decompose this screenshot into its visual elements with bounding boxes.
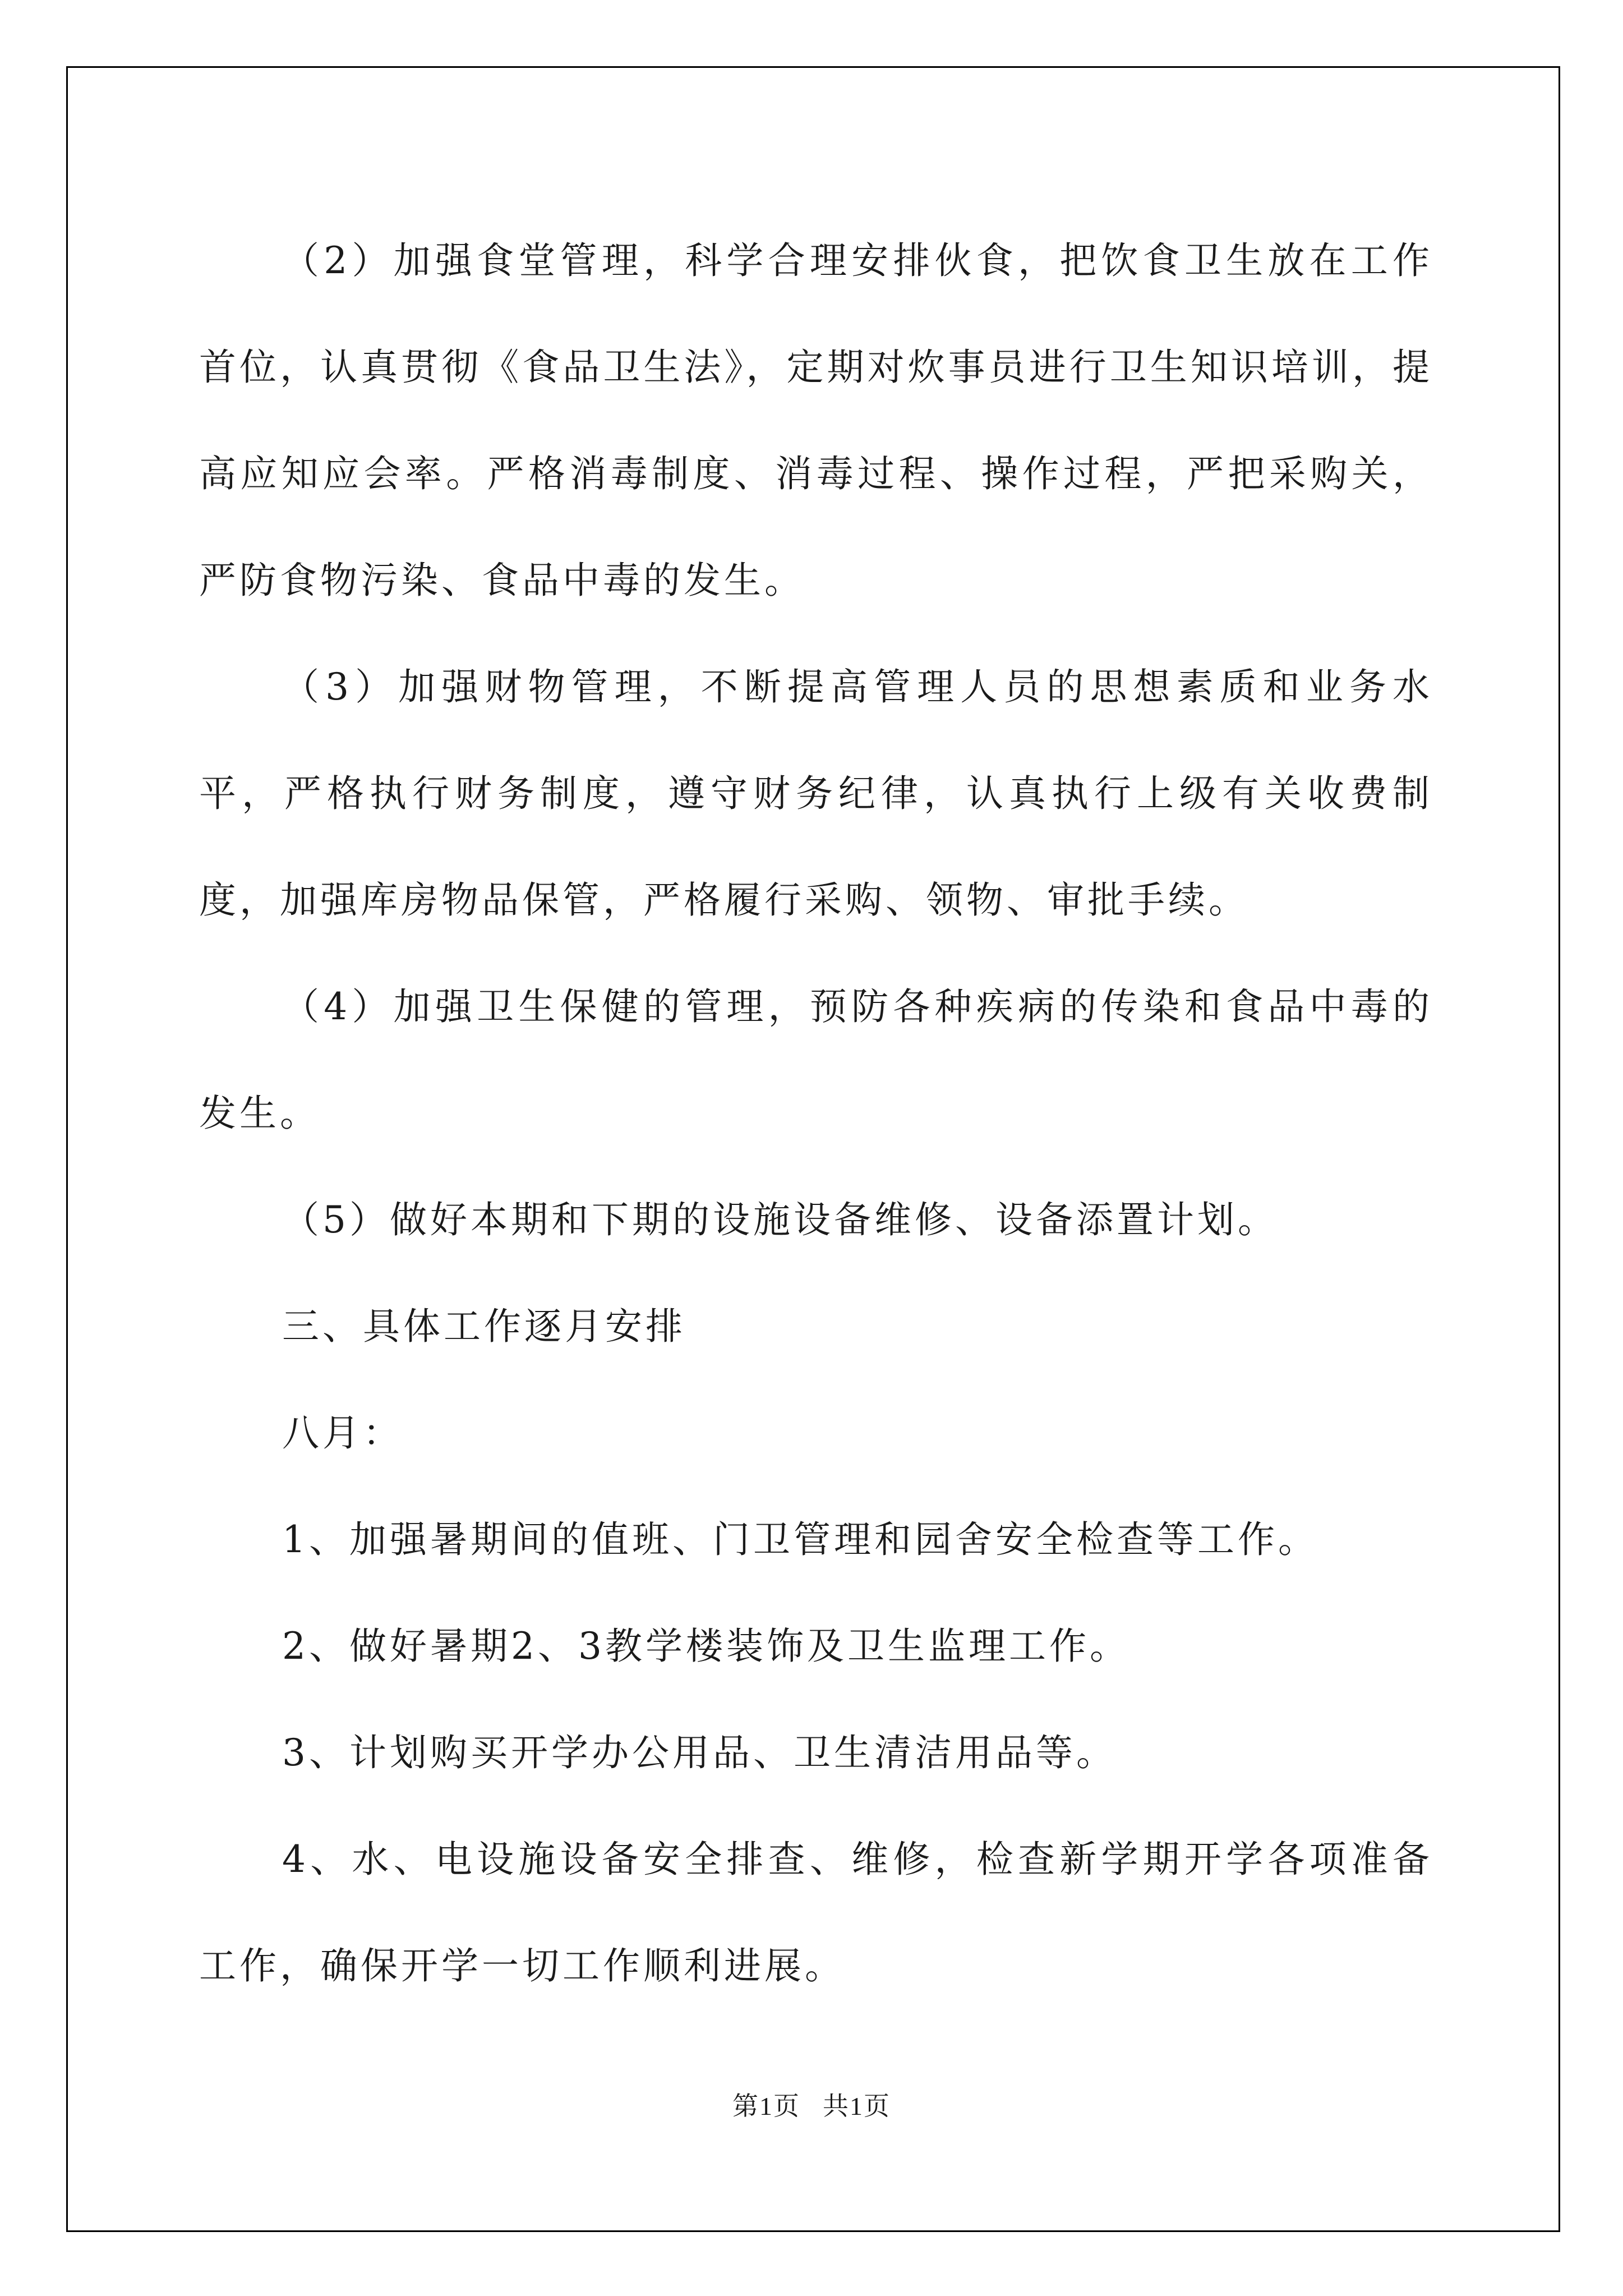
paragraph-canteen-management: （2）加强食堂管理，科学合理安排伙食，把饮食卫生放在工作首位，认真贯彻《食品卫生法》，定期对炊事员进行卫生知识培训，提高应知应会率。严格消毒制度、消毒过程、操作过程，严把采购关，严防食物污染、食品中毒的发生。 <box>199 239 1433 602</box>
list-item: 2、做好暑期2、3教学楼装饰及卫生监理工作。 <box>282 1625 1130 1668</box>
page-number-current: 第1页 <box>732 2092 800 2120</box>
page-number-total: 共1页 <box>823 2092 891 2120</box>
month-heading-august: 八月： <box>282 1411 403 1455</box>
paragraph-finance-management: （3）加强财物管理，不断提高管理人员的思想素质和业务水平，严格执行财务制度，遵守财务纪律，认真执行上级有关收费制度，加强库房物品保管，严格履行采购、领物、审批手续。 <box>199 665 1433 922</box>
document-body <box>199 208 1433 2019</box>
paragraph-facility-maintenance: （5）做好本期和下期的设施设备维修、设备添置计划。 <box>282 1198 1278 1241</box>
page-footer <box>0 2086 1623 2123</box>
section-heading-monthly-plan: 三、具体工作逐月安排 <box>282 1305 686 1348</box>
list-item: 4、水、电设施设备安全排查、维修，检查新学期开学各项准备工作，确保开学一切工作顺利进展。 <box>199 1838 1433 1987</box>
list-item: 1、加强暑期间的值班、门卫管理和园舍安全检查等工作。 <box>282 1518 1318 1561</box>
list-item: 3、计划购买开学办公用品、卫生清洁用品等。 <box>282 1731 1117 1774</box>
paragraph-health-care: （4）加强卫生保健的管理，预防各种疾病的传染和食品中毒的发生。 <box>199 985 1433 1135</box>
